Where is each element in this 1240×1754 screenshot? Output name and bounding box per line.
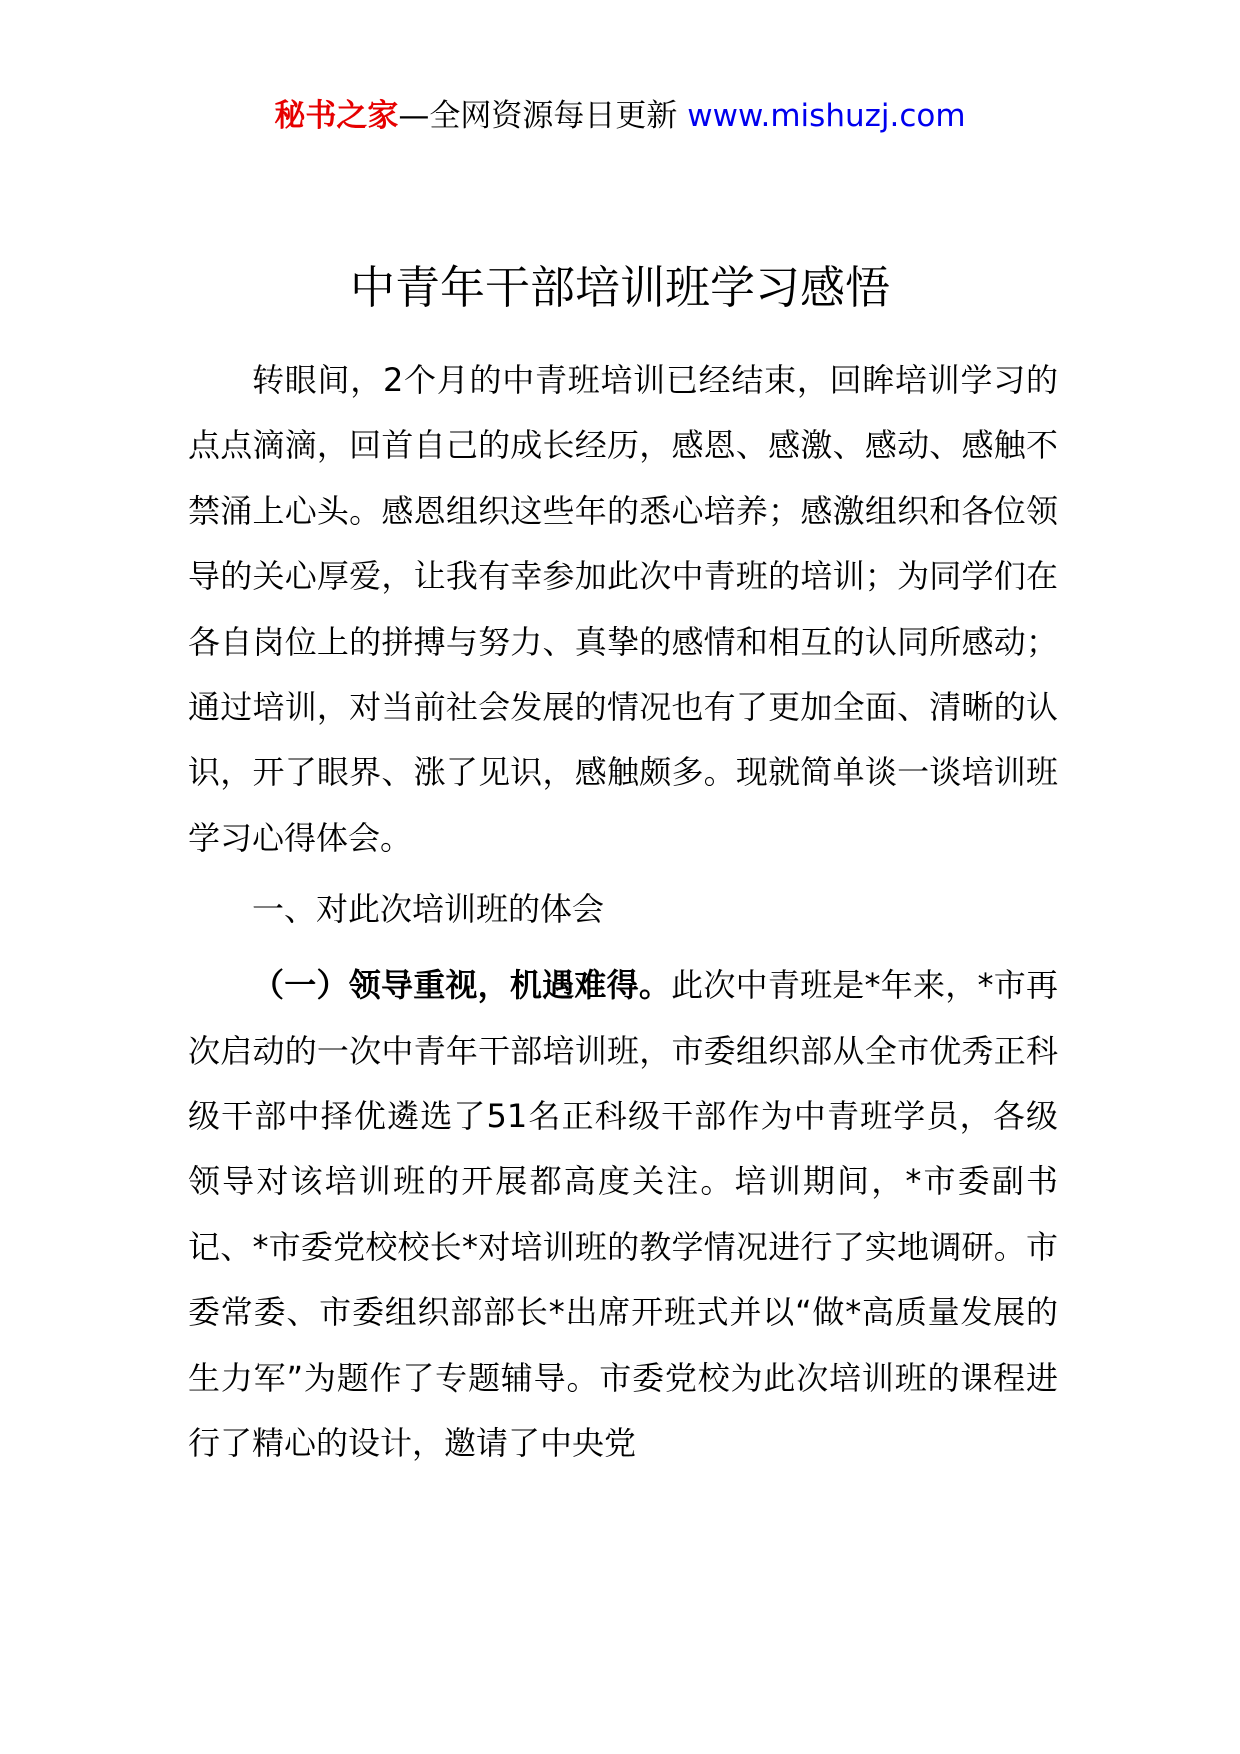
section-heading: 一、对此次培训班的体会 [252,890,605,929]
subsection-lead: （一）领导重视，机遇难得。 [252,966,672,1005]
intro-paragraph: 转眼间，2个月的中青班培训已经结束，回眸培训学习的点点滴滴，回首自己的成长经历，感恩、感激、感动、感触不禁涌上心头。感恩组织这些年的悉心培养；感激组织和各位领导的关心厚爱，让我有幸参加此次中青班的培训；为同学们在各自岗位上的拼搏与努力、真挚的感情和相互的认同所感动；通过培训，对当前社会发展的情况也有了更加全面、清晰的认识，开了眼界、涨了见识，感触颇多。现就简单谈一谈培训班学习心得体会。 [188,361,1058,857]
document-body [188,348,1058,1477]
document-title: 中青年干部培训班学习感悟 [349,261,890,314]
brand-name: 秘书之家 [274,98,399,134]
subsection-text: 此次中青班是*年来，*市再次启动的一次中青年干部培训班，市委组织部从全市优秀正科级干部中择优遴选了51名正科级干部作为中青班学员，各级领导对该培训班的开展都高度关注。培训期间，*市委副书记、*市委党校校长*对培训班的教学情况进行了实地调研。市委常委、市委组织部部长*出席开班式并以“做*高质量发展的生力军”为题作了专题辅导。市委党校为此次培训班的课程进行了精心的设计，邀请了中央党 [188,966,1058,1463]
site-url-link[interactable]: www.mishuzj.com [687,98,966,134]
site-header [0,96,1240,136]
header-tagline: —全网资源每日更新 [398,98,678,134]
subsection-paragraph [188,953,1058,1476]
